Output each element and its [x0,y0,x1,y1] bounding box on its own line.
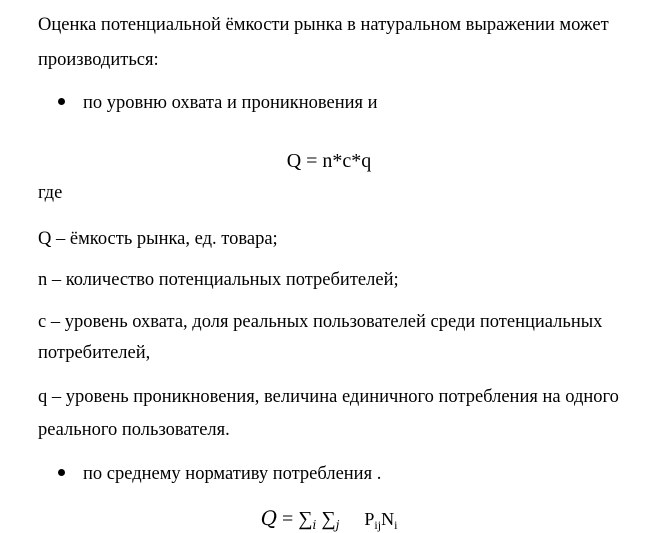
intro-text-line-2: производиться: [38,50,159,70]
definition-q: Q – ёмкость рынка, ед. товара; [38,229,278,249]
definition-c-line-2: потребителей, [38,343,151,363]
formula-q-ncq: Q = n*c*q [286,150,372,172]
definition-n: n – количество потенциальных потребителей; [38,270,399,290]
bullet-item-norm [58,463,381,485]
definition-q-penetration-line-2: реального пользователя. [38,420,230,440]
formula-n-subscript: i [394,518,398,532]
sum-index-j: j [335,518,340,532]
sum-index-i: i [312,518,317,532]
formula-equals: = [281,508,294,530]
definition-q-penetration-line-1: q – уровень проникновения, величина единичного потребления на одного [38,387,619,407]
where-label: где [38,183,63,203]
bullet-icon [58,469,65,476]
sum-symbol-j: ∑ [321,508,336,530]
bullet-item-coverage [58,92,378,114]
formula-p-subscript: ij [374,518,382,532]
definition-c-line-1: c – уровень охвата, доля реальных пользователей среди потенциальных [38,312,603,332]
formula-p: P [364,509,375,529]
intro-text-line-1: Оценка потенциальной ёмкости рынка в натуральном выражении может [38,15,609,35]
bullet-text: по среднему нормативу потребления . [83,464,382,484]
sum-symbol-i: ∑ [298,508,313,530]
formula-sum-pn [0,506,658,533]
bullet-text: по уровню охвата и проникновения и [83,93,378,113]
bullet-icon [58,98,65,105]
formula-lhs: Q [260,506,277,530]
formula-n: N [381,509,395,529]
